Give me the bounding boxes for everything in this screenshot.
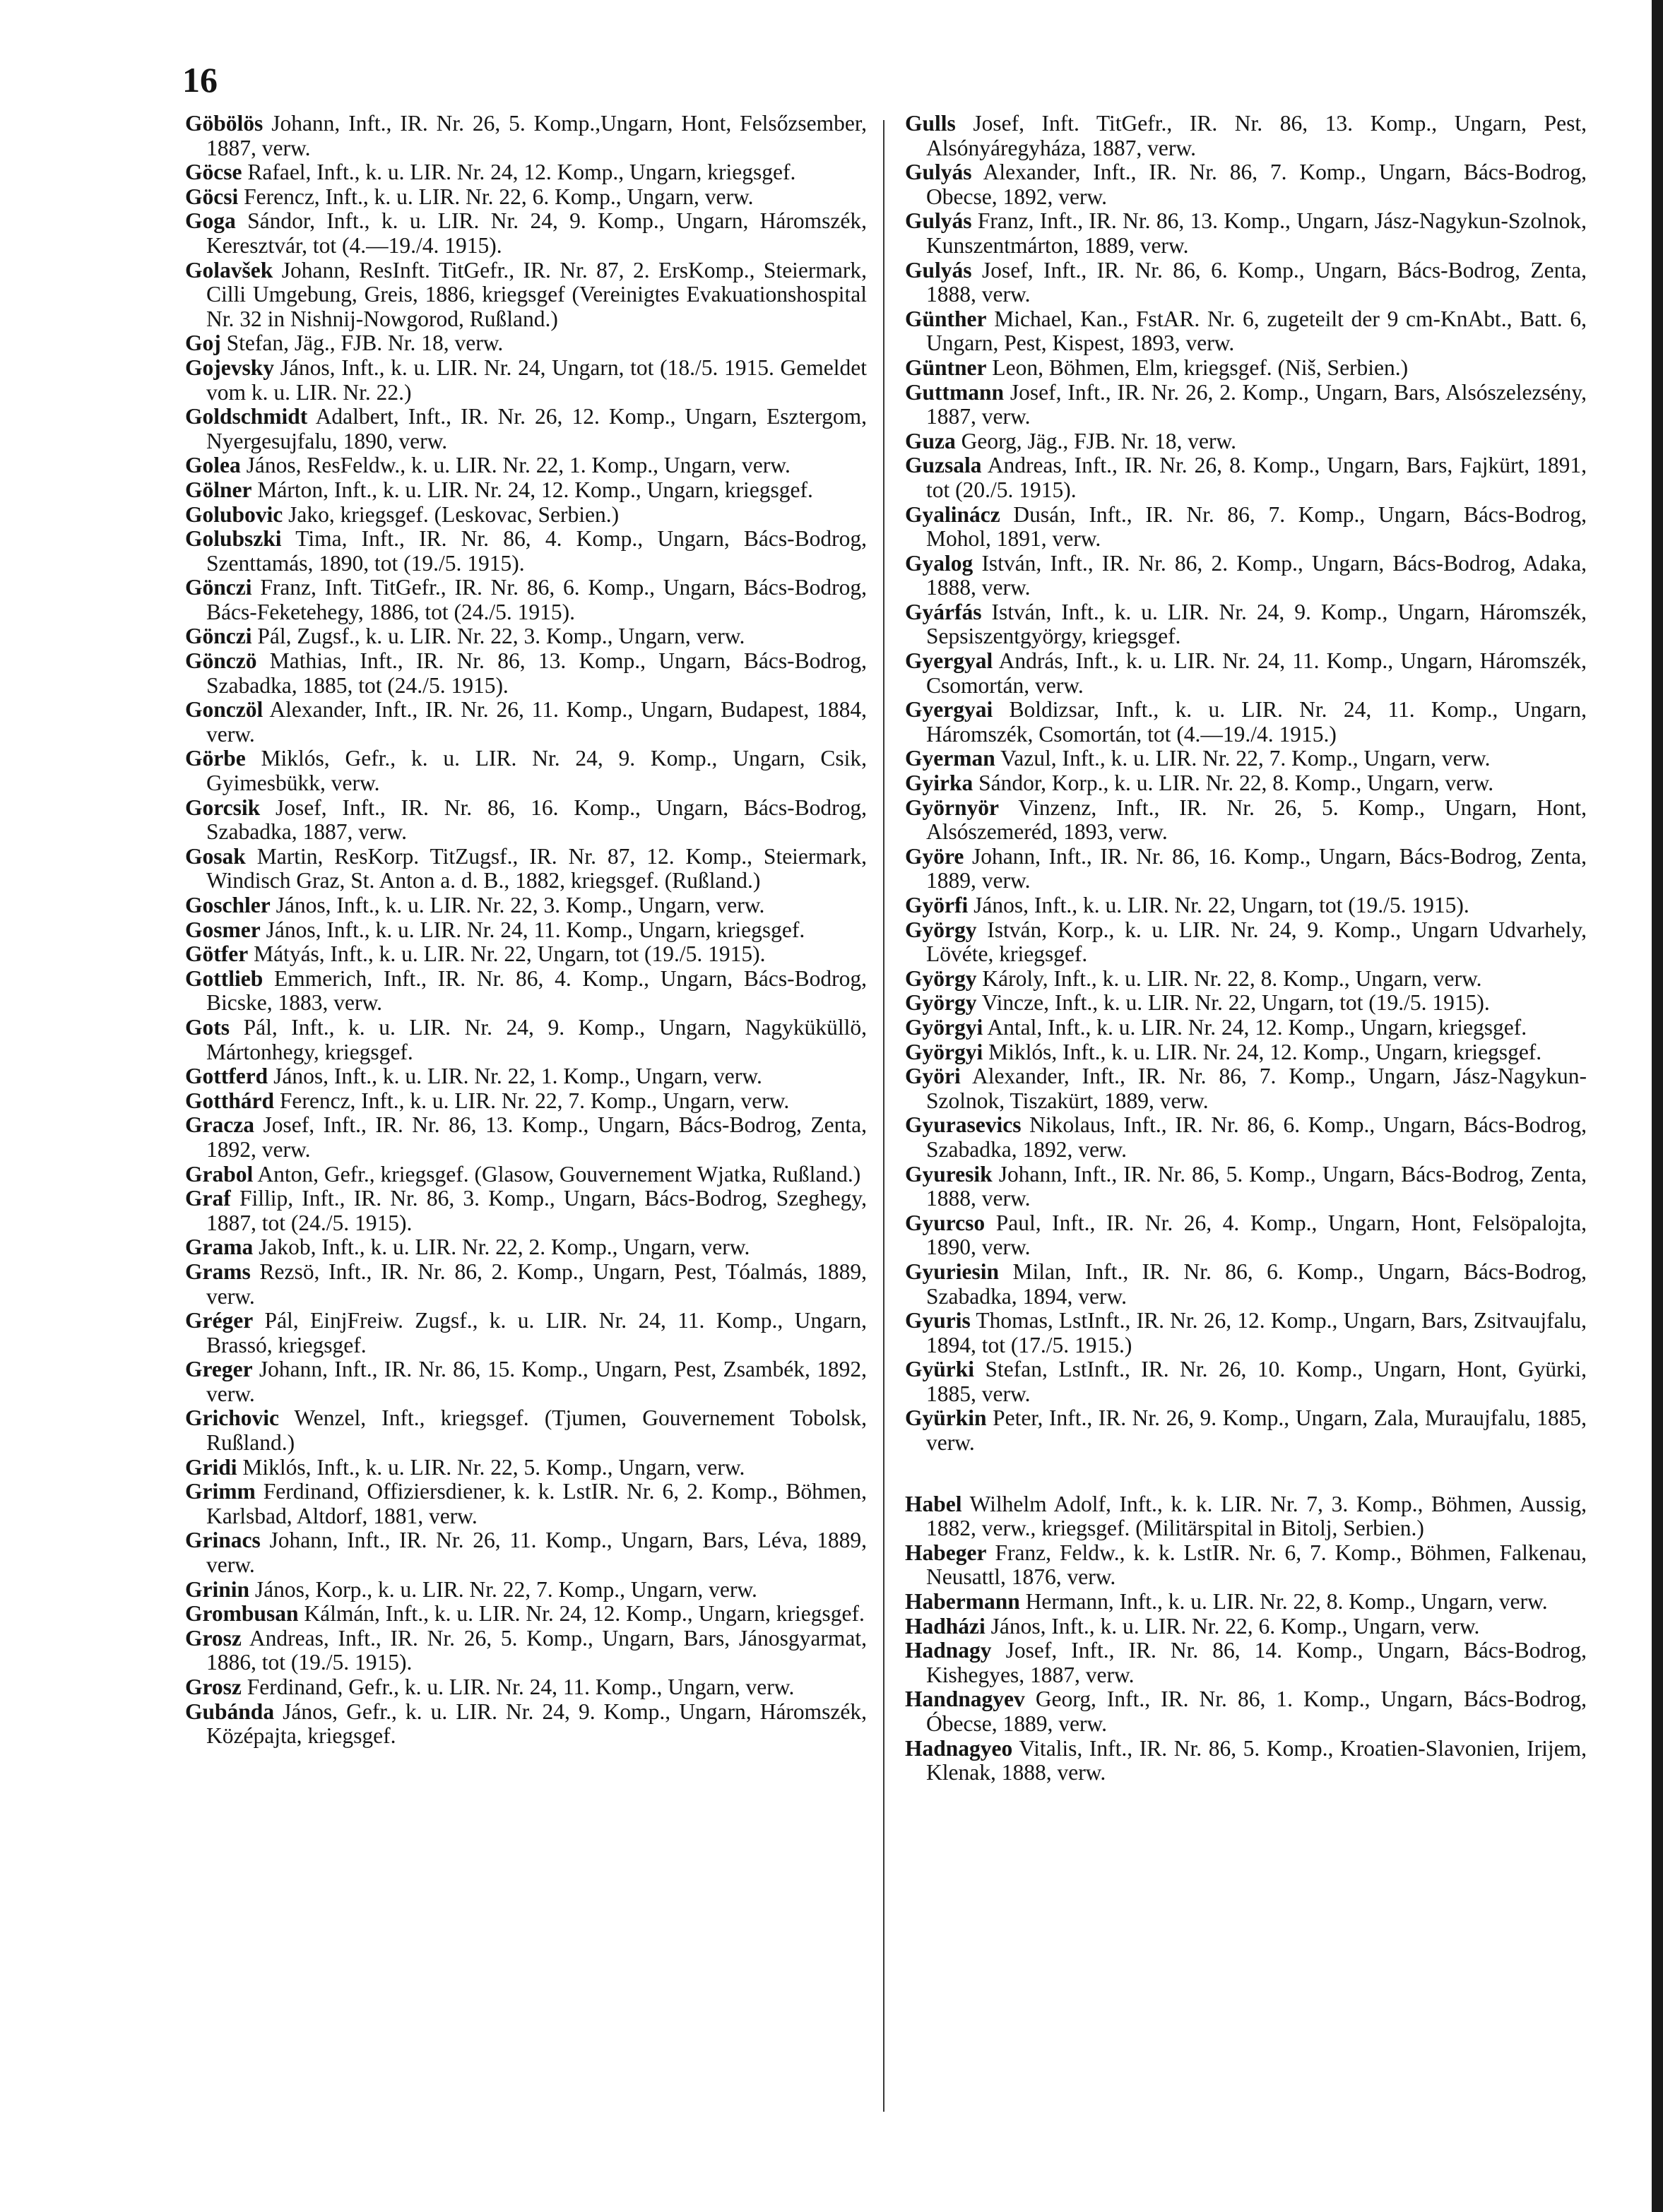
register-entry — [185, 967, 867, 1016]
register-entry — [905, 1064, 1587, 1113]
entry-details: Jakob, Inft., k. u. LIR. Nr. 22, 2. Komp., Ungarn, verw. — [259, 1235, 750, 1260]
register-entry — [185, 576, 867, 624]
register-entry — [185, 893, 867, 918]
entry-surname: Gridi — [185, 1454, 237, 1480]
register-entry — [905, 1016, 1587, 1040]
entry-surname: Gölner — [185, 477, 252, 502]
entry-surname: Gyuriesin — [905, 1259, 1000, 1284]
entry-details: Ferdinand, Offiziersdiener, k. k. LstIR. Nr. 6, 2. Komp., Böhmen, Karlsbad, Altdorf, 1881, verw. — [206, 1479, 867, 1528]
entry-details: Pál, Zugsf., k. u. LIR. Nr. 22, 3. Komp., Ungarn, verw. — [257, 624, 745, 649]
register-entry — [905, 1615, 1587, 1639]
register-entry — [905, 258, 1587, 307]
register-entry — [905, 381, 1587, 429]
entry-surname: Göcse — [185, 160, 242, 185]
entry-surname: Gubánda — [185, 1699, 275, 1724]
register-entry — [905, 112, 1587, 160]
entry-surname: Grinacs — [185, 1528, 261, 1553]
entry-details: Michael, Kan., FstAR. Nr. 6, zugeteilt der 9 cm-KnAbt., Batt. 6, Ungarn, Pest, Kispest, 1893, verw. — [926, 306, 1587, 356]
register-entry — [905, 1590, 1587, 1615]
entry-surname: Gulyás — [905, 257, 972, 283]
entry-surname: Gyurcso — [905, 1210, 986, 1235]
register-entry — [185, 209, 867, 258]
entry-details: János, Inft., k. u. LIR. Nr. 22, 3. Komp., Ungarn, verw. — [276, 893, 765, 917]
register-entry — [905, 967, 1587, 992]
entry-surname: Grams — [185, 1259, 251, 1284]
entry-surname: Handnagyev — [905, 1687, 1025, 1712]
entry-surname: Görbe — [185, 746, 246, 771]
register-entry — [185, 1064, 867, 1089]
page-number: 16 — [182, 60, 218, 100]
entry-surname: Gotthárd — [185, 1088, 274, 1113]
entry-surname: Grombusan — [185, 1601, 299, 1627]
register-entry — [905, 1040, 1587, 1065]
register-entry — [185, 1675, 867, 1700]
entry-details: Paul, Inft., IR. Nr. 26, 4. Komp., Ungarn, Hont, Felsöpalojta, 1890, verw. — [926, 1210, 1587, 1260]
entry-surname: Gorcsik — [185, 795, 261, 820]
entry-details: Dusán, Inft., IR. Nr. 86, 7. Komp., Ungarn, Bács-Bodrog, Mohol, 1891, verw. — [926, 501, 1587, 552]
entry-details: Leon, Böhmen, Elm, kriegsgef. (Niš, Serbien.) — [992, 355, 1409, 380]
entry-surname: Gyerman — [905, 746, 995, 771]
register-entry — [905, 649, 1587, 698]
register-entry — [185, 160, 867, 185]
register-entry — [905, 600, 1587, 649]
entry-details: Johann, Inft., IR. Nr. 26, 11. Komp., Ungarn, Bars, Léva, 1889, verw. — [206, 1528, 868, 1578]
entry-surname: Golubovic — [185, 501, 283, 527]
entry-details: Sándor, Korp., k. u. LIR. Nr. 22, 8. Komp., Ungarn, verw. — [978, 771, 1494, 796]
entry-surname: Györfi — [905, 893, 969, 917]
entry-surname: Gulls — [905, 111, 956, 136]
entry-details: Josef, Inft., IR. Nr. 26, 2. Komp., Ungarn, Bars, Alsószelezsény, 1887, verw. — [926, 379, 1587, 429]
entry-surname: Golea — [185, 453, 241, 478]
entry-surname: Grama — [185, 1235, 254, 1260]
entry-details: Boldizsar, Inft., k. u. LIR. Nr. 24, 11. Komp., Ungarn, Háromszék, Csomortán, tot (4.—19./4. 1915.) — [926, 697, 1587, 747]
entry-surname: György — [905, 990, 977, 1016]
register-entry — [905, 698, 1587, 747]
register-entry — [185, 624, 867, 649]
entry-surname: Györgyi — [905, 1039, 983, 1064]
register-entry — [185, 1456, 867, 1480]
entry-details: Mátyás, Inft., k. u. LIR. Nr. 22, Ungarn, tot (19./5. 1915). — [254, 941, 766, 967]
register-entry — [905, 1211, 1587, 1260]
entry-surname: Graf — [185, 1186, 231, 1211]
register-entry — [185, 503, 867, 528]
register-entry — [905, 552, 1587, 600]
entry-surname: Györnyör — [905, 795, 999, 820]
register-entry — [185, 942, 867, 967]
entry-surname: Gottlieb — [185, 965, 264, 991]
entry-details: Georg, Inft., IR. Nr. 86, 1. Komp., Ungarn, Bács-Bodrog, Óbecse, 1889, verw. — [926, 1687, 1587, 1736]
entry-details: János, ResFeldw., k. u. LIR. Nr. 22, 1. Komp., Ungarn, verw. — [246, 453, 791, 478]
entry-surname: Goschler — [185, 893, 271, 917]
right-column-h-entries — [905, 1492, 1587, 1785]
entry-surname: Grimm — [185, 1479, 256, 1504]
register-entry — [185, 698, 867, 747]
register-entry — [185, 918, 867, 943]
register-entry — [905, 747, 1587, 771]
entry-details: Josef, Inft., IR. Nr. 86, 16. Komp., Ungarn, Bács-Bodrog, Szabadka, 1887, verw. — [206, 795, 867, 845]
register-entry — [185, 747, 867, 795]
entry-details: Johann, ResInft. TitGefr., IR. Nr. 87, 2. ErsKomp., Steiermark, Cilli Umgebung, Greis, 1886, kriegsgef (Vereinigtes Evakuationshospital Nr. 32 in Nishnij-Nowgorod, Rußland.) — [206, 257, 867, 331]
register-entry — [905, 209, 1587, 258]
entry-surname: Gönczi — [185, 624, 252, 649]
entry-details: Vincze, Inft., k. u. LIR. Nr. 22, Ungarn, tot (19./5. 1915). — [981, 990, 1490, 1016]
entry-surname: Guttmann — [905, 379, 1005, 405]
register-entry — [185, 1113, 867, 1162]
register-entry — [905, 796, 1587, 845]
entry-details: Hermann, Inft., k. u. LIR. Nr. 22, 8. Komp., Ungarn, verw. — [1025, 1589, 1548, 1615]
entry-details: Andreas, Inft., IR. Nr. 26, 5. Komp., Ungarn, Bars, Jánosgyarmat, 1886, tot (19./5. 1915). — [206, 1625, 867, 1675]
entry-surname: Hadnagyeo — [905, 1735, 1013, 1761]
entry-surname: Hadházi — [905, 1613, 986, 1639]
entry-surname: Gönczi — [185, 575, 252, 600]
register-entry — [905, 893, 1587, 918]
entry-surname: Grinin — [185, 1576, 250, 1602]
entry-surname: Gyuris — [905, 1308, 971, 1333]
entry-surname: Goj — [185, 331, 221, 356]
register-entry — [185, 1016, 867, 1064]
entry-details: Ferdinand, Gefr., k. u. LIR. Nr. 24, 11. Komp., Ungarn, verw. — [247, 1675, 795, 1699]
entry-details: Franz, Inft., IR. Nr. 86, 13. Komp., Ungarn, Jász-Nagykun-Szolnok, Kunszentmárton, 1889, verw. — [926, 208, 1587, 258]
register-entry — [905, 991, 1587, 1016]
register-entry — [185, 405, 867, 453]
entry-details: Alexander, Inft., IR. Nr. 86, 7. Komp., Ungarn, Jász-Nagykun-Szolnok, Tiszakürt, 1889, verw. — [926, 1064, 1587, 1113]
register-entry — [185, 478, 867, 503]
entry-surname: Györi — [905, 1064, 961, 1089]
entry-details: Emmerich, Inft., IR. Nr. 86, 4. Komp., Ungarn, Bács-Bodrog, Bicske, 1883, verw. — [206, 965, 867, 1016]
register-entry — [905, 307, 1587, 356]
entry-surname: Günther — [905, 306, 987, 331]
entry-surname: Habermann — [905, 1589, 1020, 1615]
entry-details: Vinzenz, Inft., IR. Nr. 26, 5. Komp., Ungarn, Hont, Alsószemeréd, 1893, verw. — [926, 795, 1587, 845]
register-entry — [905, 160, 1587, 209]
entry-surname: Györgyi — [905, 1014, 983, 1040]
entry-details: Miklós, Inft., k. u. LIR. Nr. 22, 5. Komp., Ungarn, verw. — [242, 1454, 745, 1480]
entry-details: Alexander, Inft., IR. Nr. 26, 11. Komp., Ungarn, Budapest, 1884, verw. — [206, 697, 867, 747]
register-entry — [185, 185, 867, 210]
register-entry — [905, 918, 1587, 967]
entry-details: János, Korp., k. u. LIR. Nr. 22, 7. Komp., Ungarn, verw. — [254, 1576, 757, 1602]
register-entry — [905, 1163, 1587, 1211]
register-entry — [185, 1578, 867, 1602]
entry-surname: Guza — [905, 428, 956, 453]
entry-details: Stefan, Jäg., FJB. Nr. 18, verw. — [226, 331, 504, 356]
entry-details: Nikolaus, Inft., IR. Nr. 86, 6. Komp., Ungarn, Bács-Bodrog, Szabadka, 1892, verw. — [926, 1112, 1587, 1162]
register-entry — [185, 1700, 867, 1749]
register-entry — [905, 1639, 1587, 1687]
entry-details: Franz, Feldw., k. k. LstIR. Nr. 6, 7. Komp., Böhmen, Falkenau, Neusattl, 1876, verw. — [926, 1540, 1587, 1590]
entry-details: István, Inft., k. u. LIR. Nr. 24, 9. Komp., Ungarn, Háromszék, Sepsiszentgyörgy, kriegsgef. — [926, 599, 1587, 649]
register-entry — [185, 796, 867, 845]
entry-surname: Gyirka — [905, 771, 973, 796]
entry-surname: Goga — [185, 208, 236, 234]
register-entry — [185, 356, 867, 405]
entry-surname: Gonczöl — [185, 697, 264, 723]
entry-details: Josef, Inft., IR. Nr. 86, 13. Komp., Ungarn, Bács-Bodrog, Zenta, 1892, verw. — [206, 1112, 868, 1162]
entry-surname: Goldschmidt — [185, 404, 308, 429]
entry-surname: Grabol — [185, 1161, 254, 1187]
entry-surname: Gojevsky — [185, 355, 274, 380]
register-entry — [185, 1357, 867, 1406]
entry-surname: György — [905, 965, 977, 991]
entry-details: Johann, Inft., IR. Nr. 86, 15. Komp., Ungarn, Pest, Zsambék, 1892, verw. — [206, 1357, 867, 1406]
entry-details: János, Gefr., k. u. LIR. Nr. 24, 9. Komp., Ungarn, Háromszék, Középajta, kriegsgef. — [206, 1699, 868, 1749]
entry-details: Josef, Inft., IR. Nr. 86, 14. Komp., Ungarn, Bács-Bodrog, Kishegyes, 1887, verw. — [926, 1638, 1587, 1687]
register-entry — [185, 1260, 867, 1309]
entry-surname: Gulyás — [905, 160, 972, 185]
entry-surname: Gyuresik — [905, 1161, 993, 1187]
entry-surname: Grosz — [185, 1625, 242, 1651]
entry-details: Georg, Jäg., FJB. Nr. 18, verw. — [961, 428, 1236, 453]
entry-details: Pál, EinjFreiw. Zugsf., k. u. LIR. Nr. 24, 11. Komp., Ungarn, Brassó, kriegsgef. — [206, 1308, 867, 1357]
register-entry — [905, 1541, 1587, 1590]
entry-surname: Habel — [905, 1491, 962, 1516]
entry-surname: Gönczö — [185, 648, 257, 674]
register-entry — [185, 331, 867, 356]
entry-surname: Grichovic — [185, 1405, 279, 1431]
register-entry — [185, 527, 867, 576]
entry-surname: Gulyás — [905, 208, 972, 234]
register-entry — [905, 453, 1587, 502]
entry-surname: Gosmer — [185, 917, 261, 942]
register-entry — [185, 1627, 867, 1675]
entry-details: Miklós, Inft., k. u. LIR. Nr. 24, 12. Komp., Ungarn, kriegsgef. — [988, 1039, 1542, 1064]
scan-edge — [1652, 0, 1663, 2212]
entry-details: István, Korp., k. u. LIR. Nr. 24, 9. Komp., Ungarn Udvarhely, Lövéte, kriegsgef. — [926, 917, 1587, 967]
register-entry — [905, 1357, 1587, 1406]
entry-surname: Greger — [185, 1357, 253, 1382]
entry-surname: Gyalog — [905, 550, 973, 576]
entry-details: Johann, Inft., IR. Nr. 26, 5. Komp.,Ungarn, Hont, Felsőzsember, 1887, verw. — [206, 111, 868, 160]
entry-details: Martin, ResKorp. TitZugsf., IR. Nr. 87, 12. Komp., Steiermark, Windisch Graz, St. Anton a. d. B., 1882, kriegsgef. (Rußland.) — [206, 843, 868, 893]
entry-surname: Guzsala — [905, 453, 982, 478]
entry-surname: György — [905, 917, 977, 942]
register-entry — [185, 258, 867, 332]
entry-details: István, Inft., IR. Nr. 86, 2. Komp., Ungarn, Bács-Bodrog, Adaka, 1888, verw. — [926, 550, 1587, 600]
entry-details: Josef, Inft. TitGefr., IR. Nr. 86, 13. Komp., Ungarn, Pest, Alsónyáregyháza, 1887, verw. — [926, 111, 1587, 160]
entry-details: Vazul, Inft., k. u. LIR. Nr. 22, 7. Komp., Ungarn, verw. — [1000, 746, 1491, 771]
register-entry — [905, 1406, 1587, 1455]
column-divider — [883, 120, 884, 2112]
register-entry — [905, 1737, 1587, 1785]
entry-details: János, Inft., k. u. LIR. Nr. 22, Ungarn, tot (19./5. 1915). — [973, 893, 1469, 917]
register-entry — [185, 1089, 867, 1114]
entry-details: Johann, Inft., IR. Nr. 86, 5. Komp., Ungarn, Bács-Bodrog, Zenta, 1888, verw. — [926, 1161, 1587, 1211]
entry-details: Károly, Inft., k. u. LIR. Nr. 22, 8. Komp., Ungarn, verw. — [982, 965, 1482, 991]
register-entry — [185, 1480, 867, 1528]
entry-details: Andreas, Inft., IR. Nr. 26, 8. Komp., Ungarn, Bars, Fajkürt, 1891, tot (20./5. 1915). — [926, 453, 1587, 502]
register-entry — [185, 649, 867, 698]
entry-surname: Gosak — [185, 843, 246, 869]
right-column-g-entries — [905, 112, 1587, 1456]
entry-details: Miklós, Gefr., k. u. LIR. Nr. 24, 9. Komp., Ungarn, Csik, Gyimesbükk, verw. — [206, 746, 867, 796]
right-column — [905, 112, 1587, 1785]
entry-surname: Gyürki — [905, 1357, 975, 1382]
register-entry — [185, 112, 867, 160]
entry-details: Franz, Inft. TitGefr., IR. Nr. 86, 6. Komp., Ungarn, Bács-Bodrog, Bács-Feketehegy, 1886, tot (24./5. 1915). — [206, 575, 868, 624]
entry-details: Sándor, Inft., k. u. LIR. Nr. 24, 9. Komp., Ungarn, Háromszék, Keresztvár, tot (4.—19./4. 1915). — [206, 208, 867, 258]
entry-details: Adalbert, Inft., IR. Nr. 26, 12. Komp., Ungarn, Esztergom, Nyergesujfalu, 1890, verw. — [206, 404, 868, 453]
entry-surname: Gréger — [185, 1308, 254, 1333]
entry-details: Jako, kriegsgef. (Leskovac, Serbien.) — [288, 501, 620, 527]
entry-details: Ferencz, Inft., k. u. LIR. Nr. 22, 7. Komp., Ungarn, verw. — [279, 1088, 790, 1113]
entry-details: János, Inft., k. u. LIR. Nr. 24, Ungarn, tot (18./5. 1915. Gemeldet vom k. u. LIR. Nr. 22.) — [206, 355, 868, 405]
entry-details: Márton, Inft., k. u. LIR. Nr. 24, 12. Komp., Ungarn, kriegsgef. — [257, 477, 813, 502]
register-entry — [905, 356, 1587, 381]
entry-details: Stefan, LstInft., IR. Nr. 26, 10. Komp., Ungarn, Hont, Gyürki, 1885, verw. — [926, 1357, 1587, 1406]
register-entry — [905, 1113, 1587, 1162]
entry-details: Ferencz, Inft., k. u. LIR. Nr. 22, 6. Komp., Ungarn, verw. — [244, 184, 754, 209]
register-entry — [185, 1187, 867, 1235]
register-entry — [185, 1309, 867, 1357]
register-entry — [185, 1235, 867, 1260]
entry-surname: Güntner — [905, 355, 987, 380]
register-entry — [185, 845, 867, 893]
entry-surname: Gracza — [185, 1112, 254, 1138]
entry-details: János, Inft., k. u. LIR. Nr. 24, 11. Komp., Ungarn, kriegsgef. — [266, 917, 805, 942]
entry-details: Mathias, Inft., IR. Nr. 86, 13. Komp., Ungarn, Bács-Bodrog, Szabadka, 1885, tot (24./5. 1915). — [206, 648, 868, 698]
register-entry — [905, 771, 1587, 796]
entry-details: Wenzel, Inft., kriegsgef. (Tjumen, Gouvernement Tobolsk, Rußland.) — [206, 1405, 867, 1456]
entry-surname: Gyergyal — [905, 648, 993, 674]
entry-details: János, Inft., k. u. LIR. Nr. 22, 1. Komp., Ungarn, verw. — [273, 1064, 762, 1089]
entry-details: Fillip, Inft., IR. Nr. 86, 3. Komp., Ungarn, Bács-Bodrog, Szeghegy, 1887, tot (24./5. 1915). — [206, 1186, 868, 1235]
entry-surname: Gyurasevics — [905, 1112, 1022, 1138]
register-entry — [905, 1687, 1587, 1736]
entry-surname: Gyalinácz — [905, 501, 1000, 527]
entry-surname: Götfer — [185, 941, 249, 967]
register-entry — [185, 1602, 867, 1627]
entry-details: Milan, Inft., IR. Nr. 86, 6. Komp., Ungarn, Bács-Bodrog, Szabadka, 1894, verw. — [926, 1259, 1587, 1309]
entry-details: Johann, Inft., IR. Nr. 86, 16. Komp., Ungarn, Bács-Bodrog, Zenta, 1889, verw. — [926, 843, 1587, 893]
entry-surname: Habeger — [905, 1540, 987, 1565]
register-entry — [185, 1528, 867, 1577]
register-entry — [185, 1406, 867, 1455]
register-entry — [905, 1309, 1587, 1357]
entry-details: Anton, Gefr., kriegsgef. (Glasow, Gouvernement Wjatka, Rußland.) — [257, 1161, 861, 1187]
left-column — [185, 112, 867, 1749]
entry-details: Rafael, Inft., k. u. LIR. Nr. 24, 12. Komp., Ungarn, kriegsgef. — [247, 160, 796, 185]
entry-details: Josef, Inft., IR. Nr. 86, 6. Komp., Ungarn, Bács-Bodrog, Zenta, 1888, verw. — [926, 257, 1587, 307]
section-gap — [905, 1456, 1587, 1492]
entry-details: Wilhelm Adolf, Inft., k. k. LIR. Nr. 7, 3. Komp., Böhmen, Aussig, 1882, verw., kriegsgef. (Militärspital in Bitolj, Serbien.) — [926, 1491, 1587, 1541]
entry-details: Rezsö, Inft., IR. Nr. 86, 2. Komp., Ungarn, Pest, Tóalmás, 1889, verw. — [206, 1259, 867, 1309]
register-entry — [905, 845, 1587, 893]
entry-details: Peter, Inft., IR. Nr. 26, 9. Komp., Ungarn, Zala, Muraujfalu, 1885, verw. — [926, 1405, 1587, 1456]
entry-details: Antal, Inft., k. u. LIR. Nr. 24, 12. Komp., Ungarn, kriegsgef. — [987, 1014, 1527, 1040]
entry-surname: Gottferd — [185, 1064, 268, 1089]
entry-details: Tima, Inft., IR. Nr. 86, 4. Komp., Ungarn, Bács-Bodrog, Szenttamás, 1890, tot (19./5. 1915). — [206, 526, 867, 576]
entry-surname: Golubszki — [185, 526, 282, 552]
entry-surname: Grosz — [185, 1675, 242, 1699]
entry-surname: Gots — [185, 1014, 230, 1040]
entry-surname: Göcsi — [185, 184, 239, 209]
entry-details: Kálmán, Inft., k. u. LIR. Nr. 24, 12. Komp., Ungarn, kriegsgef. — [304, 1601, 865, 1627]
entry-details: Thomas, LstInft., IR. Nr. 26, 12. Komp., Ungarn, Bars, Zsitvaujfalu, 1894, tot (17./5. 1915.) — [926, 1308, 1587, 1357]
entry-surname: Hadnagy — [905, 1638, 992, 1663]
register-entry — [185, 453, 867, 478]
register-entry — [905, 429, 1587, 454]
entry-details: Alexander, Inft., IR. Nr. 86, 7. Komp., Ungarn, Bács-Bodrog, Obecse, 1892, verw. — [926, 160, 1587, 209]
entry-details: Pál, Inft., k. u. LIR. Nr. 24, 9. Komp., Ungarn, Nagyküküllö, Mártonhegy, kriegsgef. — [206, 1014, 867, 1064]
entry-details: János, Inft., k. u. LIR. Nr. 22, 6. Komp., Ungarn, verw. — [990, 1613, 1480, 1639]
entry-surname: Gyergyai — [905, 697, 993, 723]
entry-surname: Gyárfás — [905, 599, 982, 624]
entry-details: András, Inft., k. u. LIR. Nr. 24, 11. Komp., Ungarn, Háromszék, Csomortán, verw. — [926, 648, 1587, 698]
entry-details: Vitalis, Inft., IR. Nr. 86, 5. Komp., Kroatien-Slavonien, Irijem, Klenak, 1888, verw. — [926, 1735, 1587, 1785]
entry-surname: Golavšek — [185, 257, 273, 283]
entry-surname: Gyürkin — [905, 1405, 987, 1431]
entry-surname: Göbölös — [185, 111, 264, 136]
register-entry — [905, 1260, 1587, 1309]
register-entry — [905, 503, 1587, 552]
register-entry — [905, 1492, 1587, 1541]
entry-surname: Györe — [905, 843, 964, 869]
register-entry — [185, 1163, 867, 1187]
